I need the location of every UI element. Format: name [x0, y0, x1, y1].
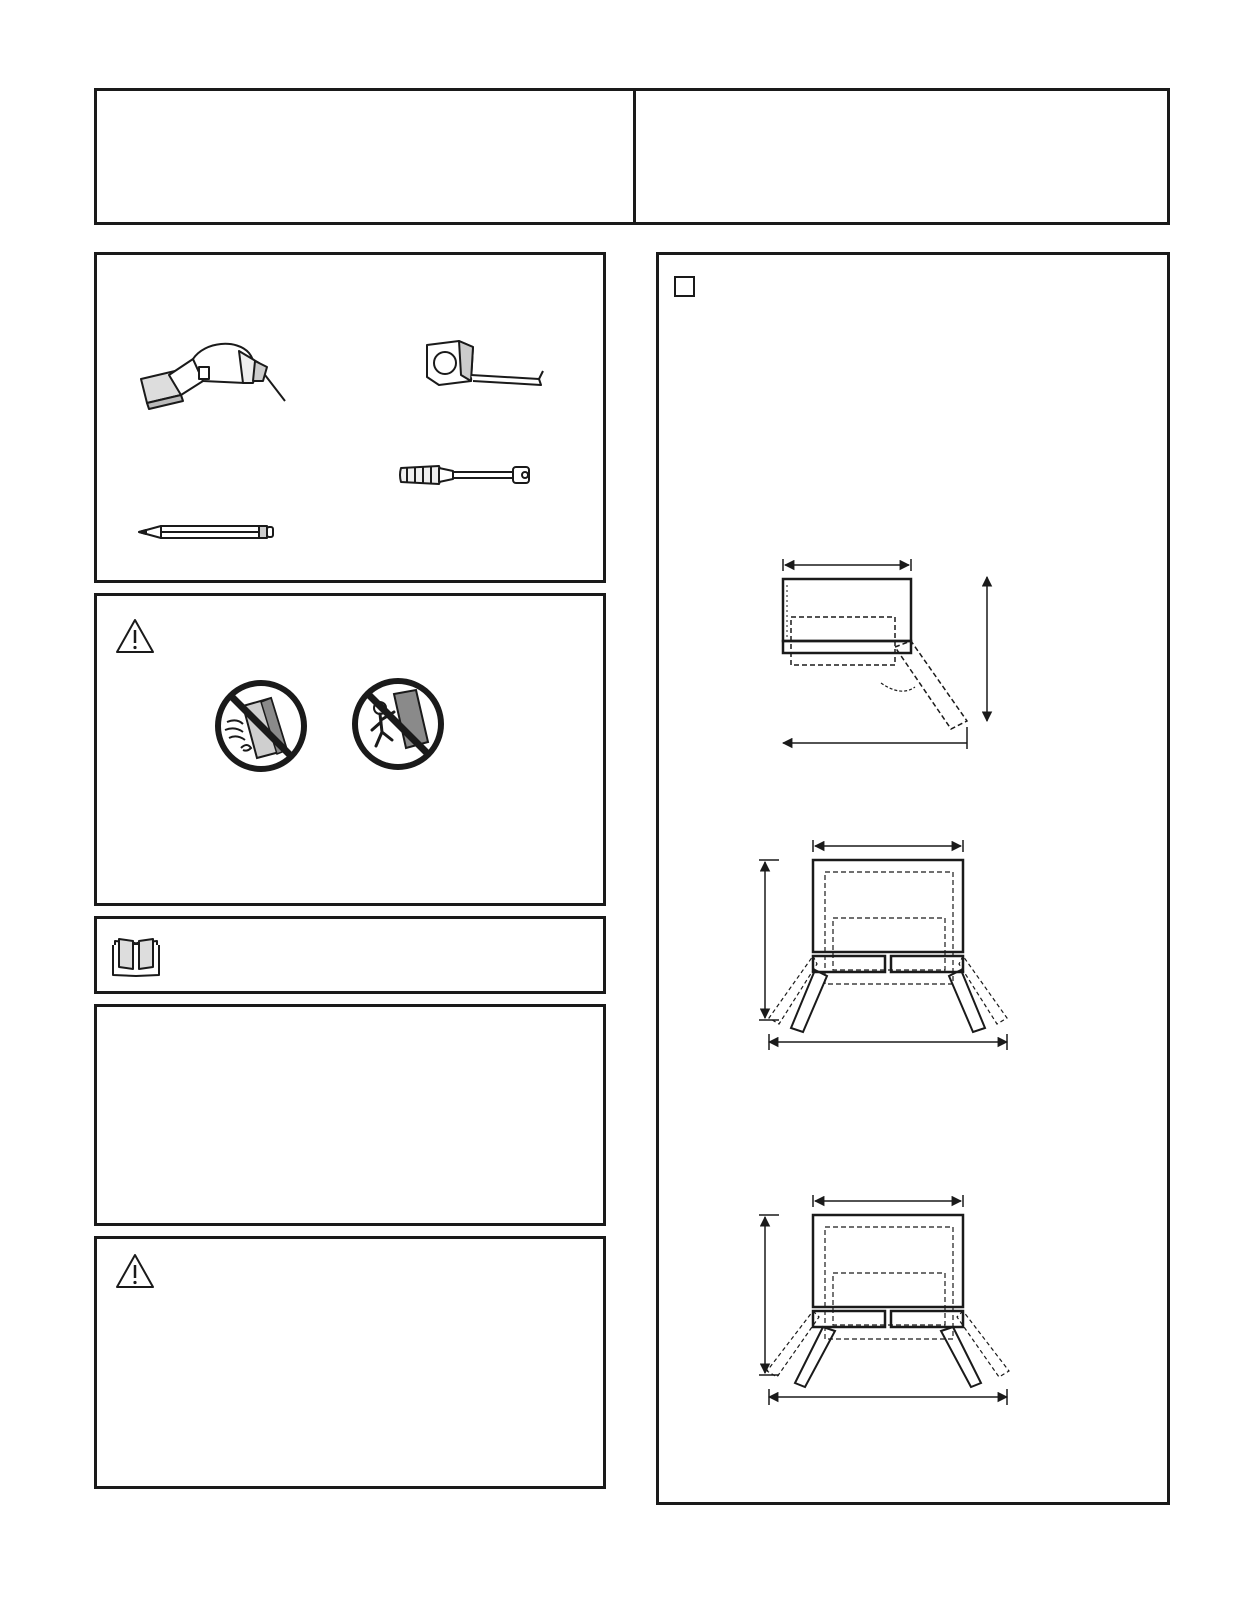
open-book-icon — [111, 935, 161, 977]
warning-triangle-icon — [115, 1253, 155, 1289]
no-tipping-icon — [213, 678, 309, 774]
no-climbing-icon — [350, 676, 446, 772]
manual-note-box — [94, 916, 606, 994]
clearance-checkbox[interactable] — [674, 276, 695, 297]
cordless-drill-icon — [133, 337, 293, 437]
tools-box — [94, 252, 606, 583]
note-box — [94, 1004, 606, 1226]
top-view-doors-open-alt-diagram — [757, 1193, 1027, 1413]
warning-box-2 — [94, 1236, 606, 1489]
tape-measure-icon — [421, 337, 551, 407]
side-view-door-clearance-diagram — [777, 557, 1017, 747]
warning-box-tip-over — [94, 593, 606, 906]
header-box — [94, 88, 1170, 225]
clearance-panel — [656, 252, 1170, 1505]
nut-driver-icon — [397, 460, 547, 490]
warning-triangle-icon — [115, 618, 155, 654]
top-view-doors-open-diagram — [757, 838, 1027, 1058]
header-divider — [633, 91, 636, 222]
pencil-icon — [137, 522, 277, 542]
